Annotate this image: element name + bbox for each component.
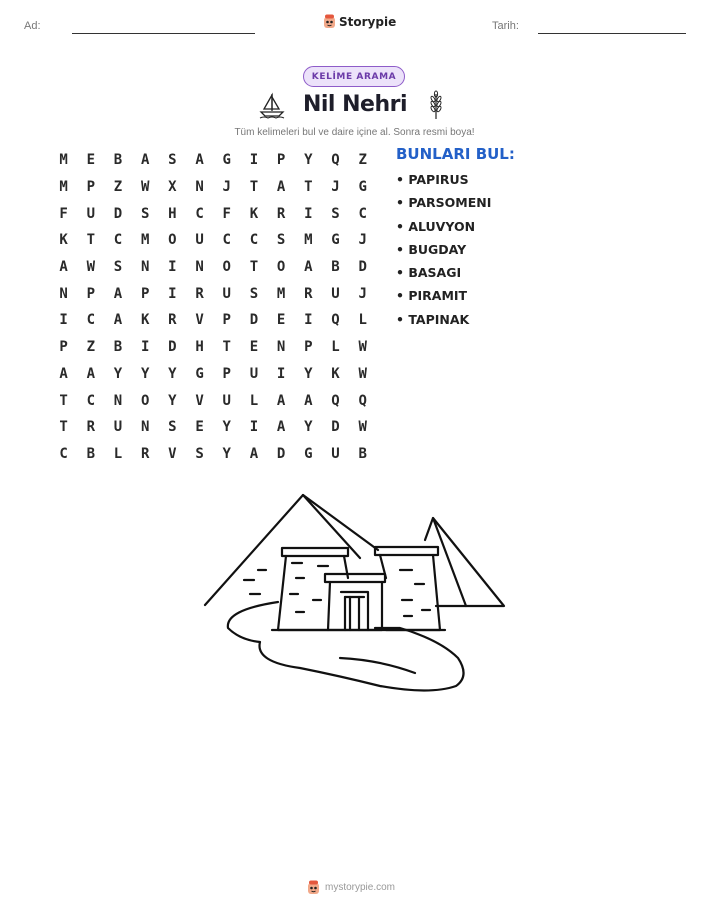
grid-cell: A (86, 365, 95, 382)
grid-row (50, 441, 376, 468)
grid-cell: W (358, 339, 367, 356)
grid-cell: T (249, 179, 259, 196)
grid-cell: S (140, 205, 150, 222)
footer-site: mystorypie.com (325, 882, 396, 893)
grid-row (50, 200, 376, 227)
grid-cell: N (195, 179, 204, 196)
word-item: • BASAGI (396, 265, 462, 281)
grid-cell: T (304, 179, 313, 196)
grid-cell: R (140, 445, 150, 462)
grid-cell: X (168, 179, 177, 196)
grid-cell: E (86, 152, 95, 169)
grid-cell: N (140, 419, 150, 436)
storypie-logo-icon (307, 880, 320, 895)
page-title: Nil Nehri (302, 92, 408, 117)
word-item: • BUGDAY (396, 241, 467, 257)
grid-cell: Q (331, 152, 340, 169)
grid-cell: N (140, 259, 150, 276)
grid-cell: P (222, 365, 231, 382)
grid-cell: I (140, 339, 150, 356)
grid-row (50, 334, 376, 361)
grid-cell: W (140, 179, 150, 196)
grid-cell: T (59, 392, 68, 409)
grid-cell: P (304, 339, 313, 356)
grid-cell: B (331, 259, 340, 276)
word-search-grid (50, 147, 376, 467)
category-badge: KELİME ARAMA (303, 66, 405, 87)
grid-cell: O (168, 232, 177, 249)
grid-cell: T (59, 419, 68, 436)
grid-cell: I (168, 285, 177, 302)
storypie-logo-icon (323, 14, 336, 29)
grid-cell: T (222, 339, 231, 356)
grid-cell: M (59, 152, 68, 169)
grid-cell: O (140, 392, 150, 409)
word-item: • PAPIRUS (396, 172, 469, 187)
grid-row (50, 280, 376, 307)
word-item: • PARSOMENI (396, 195, 492, 211)
grid-cell: U (86, 205, 95, 222)
grid-cell: D (168, 339, 177, 356)
grid-cell: J (222, 179, 231, 196)
word-list-title: BUNLARI BUL: (396, 145, 515, 163)
grid-cell: S (195, 445, 204, 462)
grid-cell: C (86, 312, 95, 329)
footer (307, 880, 395, 895)
grid-cell: L (331, 339, 340, 356)
grid-cell: N (195, 259, 204, 276)
grid-cell: F (59, 205, 68, 222)
grid-cell: W (358, 365, 367, 382)
grid-cell: P (140, 285, 150, 302)
grid-cell: O (222, 259, 231, 276)
grid-row (50, 307, 376, 334)
grid-cell: E (249, 339, 259, 356)
grid-cell: A (304, 392, 313, 409)
grid-cell: A (276, 419, 286, 436)
grid-cell: I (304, 205, 313, 222)
grid-cell: A (276, 179, 286, 196)
word-item: • ALUVYON (396, 218, 476, 234)
grid-cell: I (304, 312, 313, 329)
grid-cell: N (276, 339, 286, 356)
grid-cell: H (195, 339, 204, 356)
grid-cell: P (86, 179, 95, 196)
grid-cell: B (113, 152, 123, 169)
grid-cell: A (113, 285, 123, 302)
grid-cell: G (195, 365, 204, 382)
grid-cell: U (331, 285, 340, 302)
grid-cell: A (113, 312, 123, 329)
grid-cell: Q (358, 392, 367, 409)
grid-cell: B (358, 445, 367, 462)
grid-cell: W (358, 419, 367, 436)
instructions: Tüm kelimeleri bul ve daire içine al. Sonra resmi boya! (234, 127, 475, 138)
sailboat-icon (258, 91, 286, 119)
grid-cell: W (86, 259, 95, 276)
grid-row (50, 174, 376, 201)
grid-row (50, 254, 376, 281)
grid-cell: J (358, 285, 367, 302)
grid-row (50, 227, 376, 254)
grid-cell: R (86, 419, 95, 436)
grid-cell: K (331, 365, 340, 382)
grid-cell: C (59, 445, 68, 462)
grid-cell: I (168, 259, 177, 276)
word-item: • TAPINAK (396, 311, 470, 327)
grid-cell: Q (331, 312, 340, 329)
grid-cell: C (358, 205, 367, 222)
grid-cell: P (222, 312, 231, 329)
grid-cell: I (276, 365, 286, 382)
grid-cell: H (168, 205, 177, 222)
date-label: Tarih: (492, 20, 519, 32)
grid-cell: L (358, 312, 367, 329)
grid-cell: I (59, 312, 68, 329)
grid-cell: I (249, 152, 259, 169)
grid-cell: D (249, 312, 259, 329)
grid-cell: G (358, 179, 367, 196)
grid-cell: U (331, 445, 340, 462)
grid-cell: D (331, 419, 340, 436)
grid-cell: M (140, 232, 150, 249)
grid-cell: U (222, 285, 231, 302)
grid-cell: Y (168, 365, 177, 382)
grid-cell: A (249, 445, 259, 462)
grid-cell: M (304, 232, 313, 249)
grid-row (50, 361, 376, 388)
word-item: • PIRAMIT (396, 288, 468, 304)
grid-cell: O (276, 259, 286, 276)
grid-cell: D (113, 205, 123, 222)
grid-cell: P (276, 152, 286, 169)
grid-cell: R (195, 285, 204, 302)
grid-cell: S (249, 285, 259, 302)
grid-cell: G (304, 445, 313, 462)
grid-cell: Y (304, 365, 313, 382)
grid-cell: J (358, 232, 367, 249)
grid-cell: A (140, 152, 150, 169)
grid-cell: A (59, 259, 68, 276)
grid-cell: V (195, 312, 204, 329)
brand (323, 14, 396, 29)
grid-cell: Z (358, 152, 367, 169)
grid-cell: K (59, 232, 68, 249)
grid-cell: Y (304, 152, 313, 169)
grid-cell: G (331, 232, 340, 249)
grid-cell: T (86, 232, 95, 249)
grid-cell: L (113, 445, 123, 462)
date-line (538, 33, 686, 34)
grid-cell: N (59, 285, 68, 302)
grid-cell: M (59, 179, 68, 196)
grid-cell: D (358, 259, 367, 276)
grid-cell: N (113, 392, 123, 409)
grid-cell: R (168, 312, 177, 329)
grid-cell: M (276, 285, 286, 302)
word-list (396, 170, 491, 333)
grid-cell: V (168, 445, 177, 462)
grid-cell: S (113, 259, 123, 276)
grid-cell: Y (113, 365, 123, 382)
grid-cell: P (86, 285, 95, 302)
grid-cell: E (276, 312, 286, 329)
wheat-icon (426, 90, 446, 120)
grid-cell: R (304, 285, 313, 302)
grid-cell: C (113, 232, 123, 249)
grid-cell: T (249, 259, 259, 276)
grid-cell: A (59, 365, 68, 382)
grid-cell: J (331, 179, 340, 196)
name-line (72, 33, 255, 34)
grid-row (50, 414, 376, 441)
grid-cell: U (249, 365, 259, 382)
grid-cell: K (140, 312, 150, 329)
grid-cell: A (276, 392, 286, 409)
name-label: Ad: (24, 20, 41, 32)
grid-cell: V (195, 392, 204, 409)
brand-name: Storypie (339, 14, 397, 29)
grid-cell: C (249, 232, 259, 249)
grid-cell: D (276, 445, 286, 462)
grid-cell: L (249, 392, 259, 409)
grid-cell: K (249, 205, 259, 222)
grid-cell: R (276, 205, 286, 222)
grid-cell: G (222, 152, 231, 169)
grid-cell: U (222, 392, 231, 409)
grid-cell: C (195, 205, 204, 222)
grid-cell: A (304, 259, 313, 276)
grid-cell: Y (168, 392, 177, 409)
grid-cell: Z (113, 179, 123, 196)
grid-cell: S (168, 152, 177, 169)
grid-cell: C (86, 392, 95, 409)
grid-cell: S (276, 232, 286, 249)
grid-cell: F (222, 205, 231, 222)
grid-row (50, 387, 376, 414)
grid-row (50, 147, 376, 174)
grid-cell: Z (86, 339, 95, 356)
grid-cell: S (331, 205, 340, 222)
grid-cell: U (113, 419, 123, 436)
grid-cell: Y (140, 365, 150, 382)
grid-cell: Y (304, 419, 313, 436)
pyramids-temple-illustration (200, 490, 510, 700)
grid-cell: C (222, 232, 231, 249)
grid-cell: E (195, 419, 204, 436)
grid-cell: A (195, 152, 204, 169)
grid-cell: I (249, 419, 259, 436)
grid-cell: B (113, 339, 123, 356)
grid-cell: Q (331, 392, 340, 409)
grid-cell: U (195, 232, 204, 249)
grid-cell: S (168, 419, 177, 436)
grid-cell: P (59, 339, 68, 356)
grid-cell: Y (222, 419, 231, 436)
grid-cell: B (86, 445, 95, 462)
grid-cell: Y (222, 445, 231, 462)
